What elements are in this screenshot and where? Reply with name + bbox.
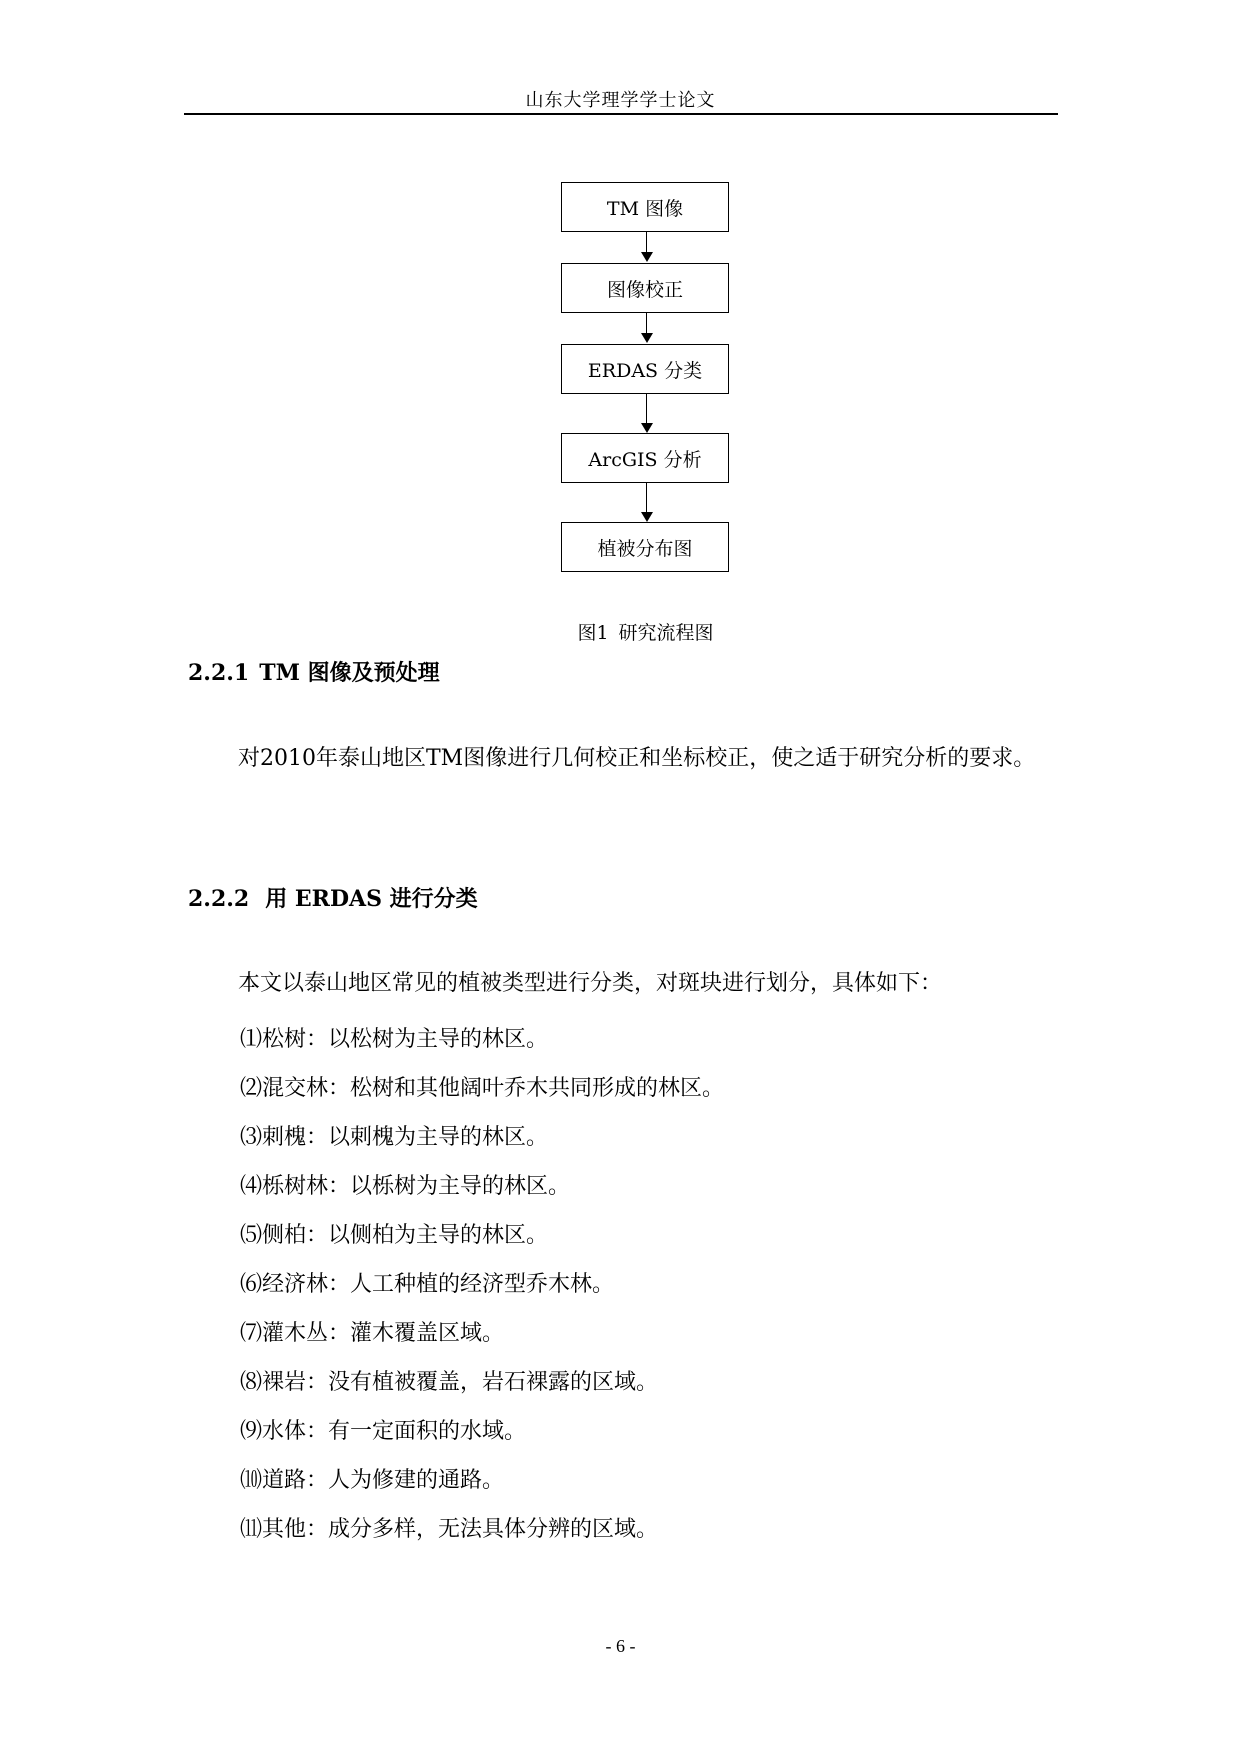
section-2-2-2-intro: 本文以泰山地区常见的植被类型进行分类，对斑块进行划分，具体如下： bbox=[238, 971, 943, 996]
section-title: 用 ERDAS 进行分类 bbox=[265, 886, 478, 912]
section-number: 2.2.2 bbox=[188, 886, 250, 912]
list-item: ⑺灌木丛：灌木覆盖区域。 bbox=[240, 1321, 505, 1346]
list-item: ⑷栎树林：以栎树为主导的林区。 bbox=[240, 1174, 571, 1199]
section-2-2-1-body: 对2010年泰山地区TM图像进行几何校正和坐标校正，使之适于研究分析的要求。 bbox=[238, 746, 1036, 771]
flow-arrow-head bbox=[641, 333, 653, 343]
flow-arrow-head bbox=[641, 252, 653, 262]
section-heading-2-2-2 bbox=[188, 882, 478, 913]
section-number: 2.2.1 bbox=[188, 660, 250, 686]
flow-step-arcgis: ArcGIS 分析 bbox=[561, 433, 729, 483]
list-item: ⑾其他：成分多样，无法具体分辨的区域。 bbox=[240, 1517, 659, 1542]
section-title: TM 图像及预处理 bbox=[259, 660, 440, 686]
list-item: ⑸侧柏：以侧柏为主导的林区。 bbox=[240, 1223, 549, 1248]
flow-arrow bbox=[646, 394, 647, 424]
list-item: ⑽道路：人为修建的通路。 bbox=[240, 1468, 505, 1493]
figure-title: 研究流程图 bbox=[618, 622, 714, 644]
list-item: ⑼水体：有一定面积的水域。 bbox=[240, 1419, 527, 1444]
section-heading-2-2-1 bbox=[188, 656, 440, 687]
vegetation-class-list bbox=[240, 1015, 724, 1554]
flow-arrow-head bbox=[641, 512, 653, 522]
flow-arrow bbox=[646, 483, 647, 513]
page-number: - 6 - bbox=[605, 1636, 636, 1656]
list-item: ⑻裸岩：没有植被覆盖，岩石裸露的区域。 bbox=[240, 1370, 659, 1395]
flow-step-tm-image: TM 图像 bbox=[561, 182, 729, 232]
running-header: 山东大学理学学士论文 bbox=[525, 90, 716, 111]
flow-arrow bbox=[646, 313, 647, 335]
flow-arrow-head bbox=[641, 423, 653, 433]
flow-step-erdas: ERDAS 分类 bbox=[561, 344, 729, 394]
list-item: ⑵混交林：松树和其他阔叶乔木共同形成的林区。 bbox=[240, 1076, 725, 1101]
header-rule bbox=[184, 113, 1058, 115]
flow-step-correction: 图像校正 bbox=[561, 263, 729, 313]
flow-arrow bbox=[646, 232, 647, 254]
list-item: ⑶刺槐：以刺槐为主导的林区。 bbox=[240, 1125, 549, 1150]
figure-caption bbox=[0, 618, 1241, 645]
list-item: ⑴松树：以松树为主导的林区。 bbox=[240, 1027, 549, 1052]
list-item: ⑹经济林：人工种植的经济型乔木林。 bbox=[240, 1272, 615, 1297]
figure-number: 图1 bbox=[577, 622, 609, 644]
flow-step-distribution-map: 植被分布图 bbox=[561, 522, 729, 572]
